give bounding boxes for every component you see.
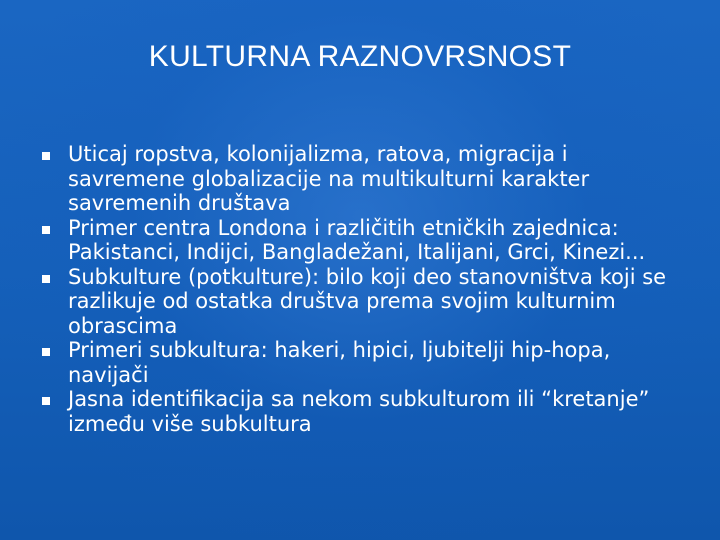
list-item [38,142,688,216]
list-item [38,338,688,387]
list-item [38,387,688,436]
bullet-text: Uticaj ropstva, kolonijalizma, ratova, migracija i savremene globalizacije na multikulturni karakter savremenih društava [68,142,590,215]
slide-title: KULTURNA RAZNOVRSNOST [148,40,572,73]
square-bullet-icon [42,226,50,234]
bullet-text: Primeri subkultura: hakeri, hipici, ljubitelji hip-hopa, navijači [68,338,611,387]
bullet-text: Jasna identifikacija sa nekom subkulturom ili “kretanje” između više subkultura [68,387,650,436]
square-bullet-icon [42,275,50,283]
square-bullet-icon [42,397,50,405]
list-item [38,216,688,265]
list-item [38,265,688,339]
bullet-text: Primer centra Londona i različitih etničkih zajednica: Pakistanci, Indijci, Bangladežani, Italijani, Grci, Kinezi... [68,215,646,264]
bullet-text: Subkulture (potkulture): bilo koji deo stanovništva koji se razlikuje od ostatka društva prema svojim kulturnim obrascima [68,264,667,338]
bullet-list [38,142,688,436]
square-bullet-icon [42,348,50,356]
square-bullet-icon [42,152,50,160]
